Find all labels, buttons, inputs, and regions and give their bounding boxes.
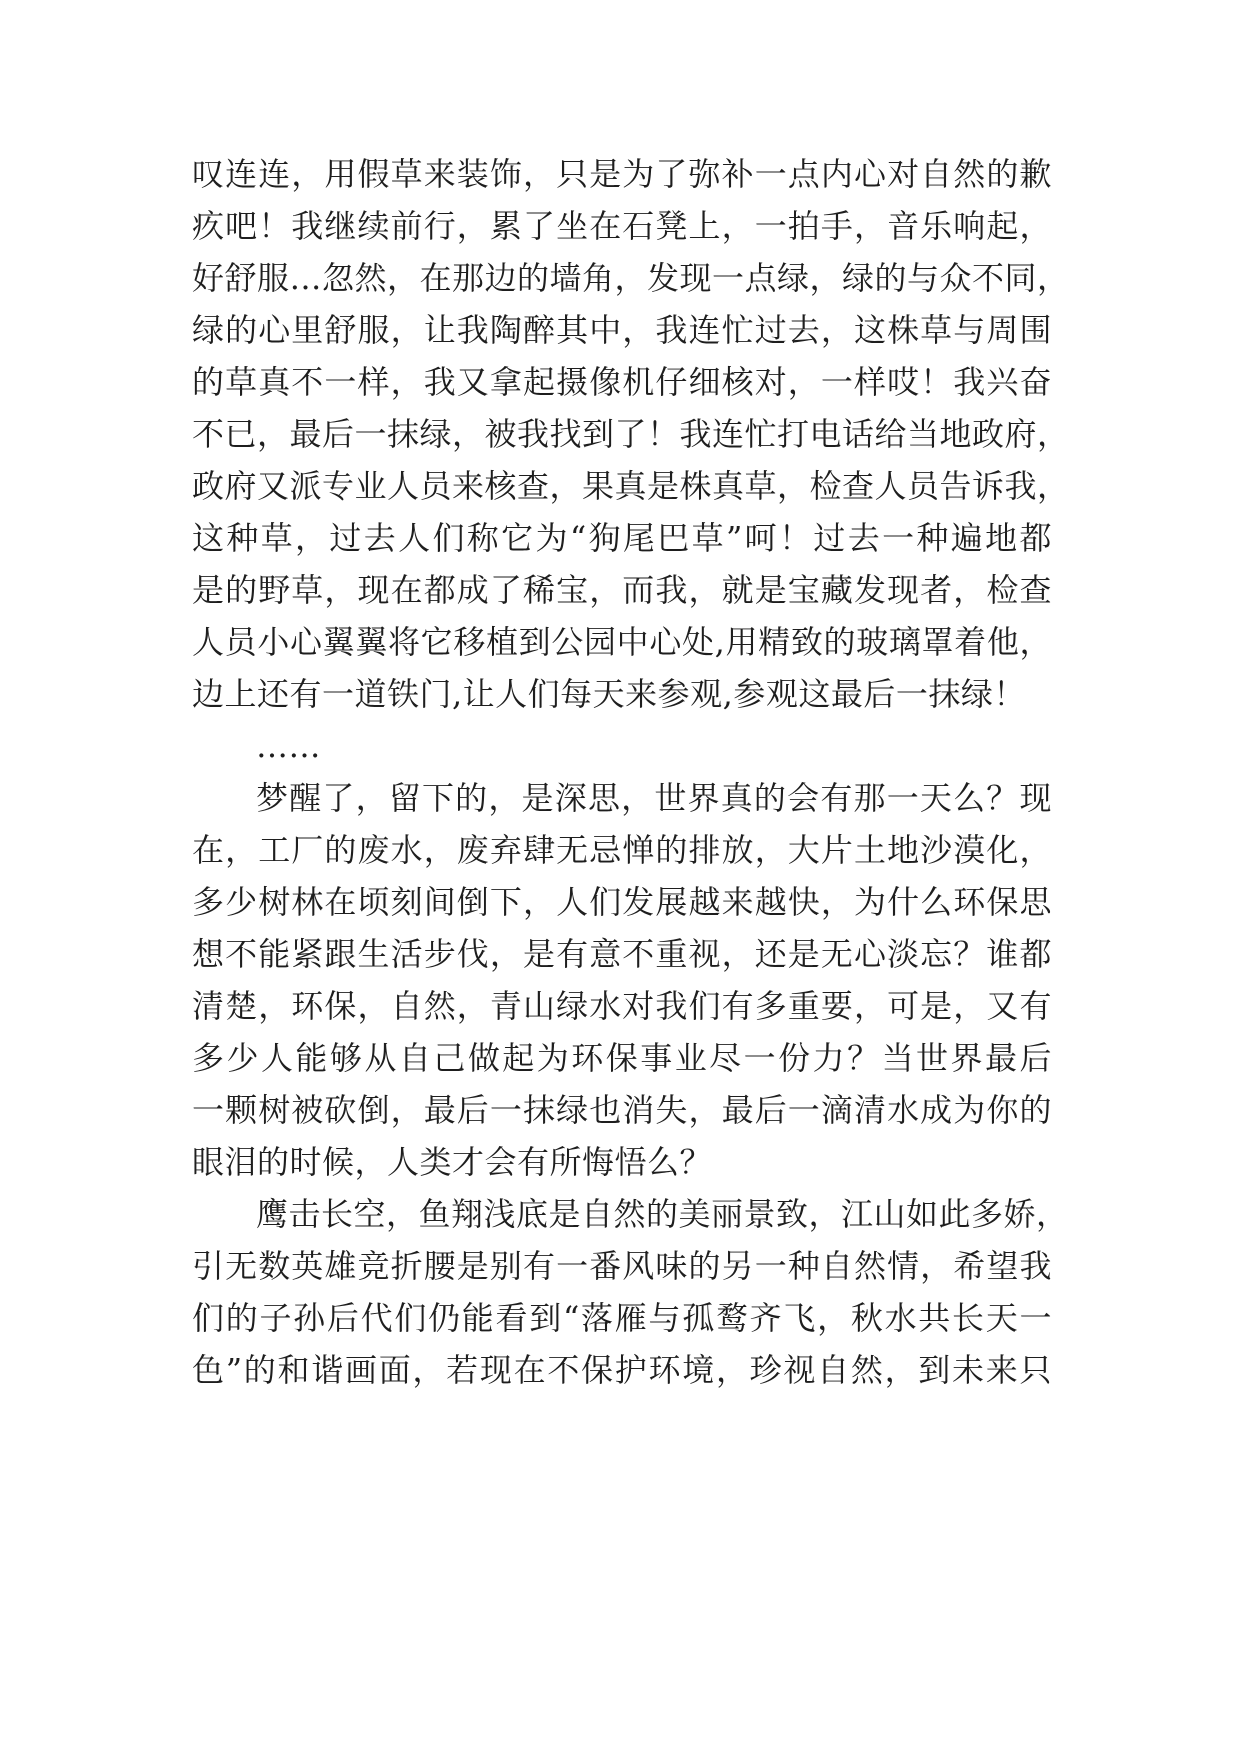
text-line: 在，工厂的废水，废弃肆无忌惮的排放，大片土地沙漠化， — [192, 831, 1052, 869]
text-line: 多少人能够从自己做起为环保事业尽一份力？当世界最后 — [192, 1039, 1052, 1077]
text-line: 不已，最后一抹绿，被我找到了！我连忙打电话给当地政府， — [192, 415, 1070, 453]
text-line: 边上还有一道铁门,让人们每天来参观,参观这最后一抹绿！ — [192, 675, 1026, 713]
text-line: 绿的心里舒服，让我陶醉其中，我连忙过去，这株草与周围 — [192, 311, 1052, 349]
text-line: 叹连连，用假草来装饰，只是为了弥补一点内心对自然的歉 — [192, 155, 1052, 193]
text-line: 的草真不一样，我又拿起摄像机仔细核对，一样哎！我兴奋 — [192, 363, 1052, 401]
text-line: 一颗树被砍倒，最后一抹绿也消失，最后一滴清水成为你的 — [192, 1091, 1052, 1129]
ellipsis-line: …… — [256, 727, 321, 765]
text-line: 引无数英雄竞折腰是别有一番风味的另一种自然情，希望我 — [192, 1247, 1052, 1285]
text-line: 多少树林在顷刻间倒下，人们发展越来越快，为什么环保思 — [192, 883, 1052, 921]
text-line: 疚吧！我继续前行，累了坐在石凳上，一拍手，音乐响起， — [192, 207, 1052, 245]
text-line: 政府又派专业人员来核查，果真是株真草，检查人员告诉我， — [192, 467, 1070, 505]
text-line: 们的子孙后代们仍能看到“落雁与孤鹜齐飞，秋水共长天一 — [192, 1299, 1052, 1337]
text-line: 想不能紧跟生活步伐，是有意不重视，还是无心淡忘？谁都 — [192, 935, 1052, 973]
text-line: 色”的和谐画面，若现在不保护环境，珍视自然，到未来只 — [192, 1351, 1052, 1389]
article-body — [192, 148, 1070, 1396]
text-line: 好舒服…忽然，在那边的墙角，发现一点绿，绿的与众不同， — [192, 259, 1070, 297]
text-line: 人员小心翼翼将它移植到公园中心处,用精致的玻璃罩着他， — [192, 623, 1052, 661]
text-line: 清楚，环保，自然，青山绿水对我们有多重要，可是，又有 — [192, 987, 1052, 1025]
text-line: 是的野草，现在都成了稀宝，而我，就是宝藏发现者，检查 — [192, 571, 1052, 609]
paragraph-start-line: 梦醒了，留下的，是深思，世界真的会有那一天么？现 — [256, 779, 1052, 817]
paragraph-start-line: 鹰击长空，鱼翔浅底是自然的美丽景致，江山如此多娇， — [256, 1195, 1069, 1233]
text-line: 这种草，过去人们称它为“狗尾巴草”呵！过去一种遍地都 — [192, 519, 1052, 557]
text-line: 眼泪的时候，人类才会有所悔悟么？ — [192, 1143, 713, 1181]
